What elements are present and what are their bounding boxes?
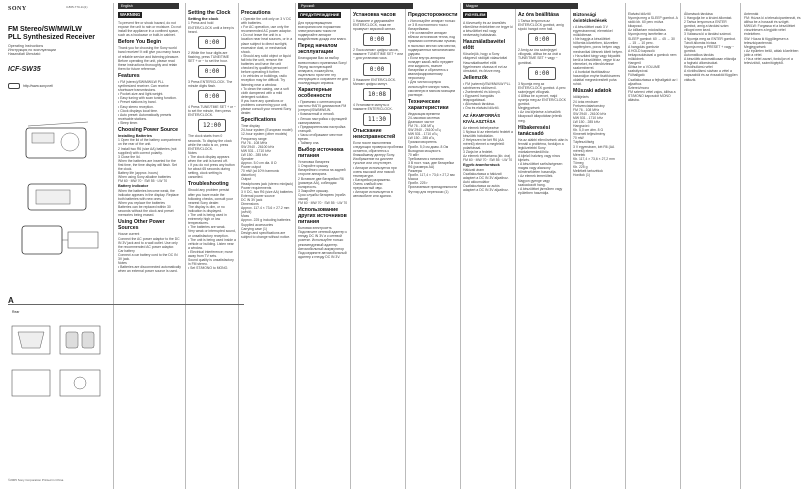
- russian-column-1: [298, 0, 348, 492]
- ru-clock-step-1: 1 Нажмите и удерживайте ENTER/CLOCK, пока не прозвучит звуковой сигнал.: [353, 19, 397, 32]
- lcd-display-7: 10:08: [363, 88, 391, 101]
- before-text: Thank you for choosing the Sony world band receiver! It will give you many hours of reliable service and listening pleasure. Before operating the unit, please read these instructions thoroughly and retain them for future reference.: [118, 46, 182, 71]
- clock-step-2: 2 While the hour digits are flashing, press TUNE/TIME SET + or − to set the hour.: [188, 50, 230, 63]
- ru-warning-text: Для предотвращения возгорания или поражения электрическим током не подвергайте аппарат воздействию дождя или влаги.: [298, 21, 347, 42]
- setting-clock-heading: Setting the Clock: [188, 10, 231, 16]
- ru-troubleshooting-heading: Отыскание неисправностей: [353, 127, 396, 140]
- hu-choosing-text: Az elemek behelyezése 1 Nyissa ki az elemtartó fedelét a készülék hátoldalán. 2 Helyezzen be két R6 (AA méretű) elemet a megfelelő polaritással. 3 Zárja be a fedelet. Az elemek élettartama (kb. óra) FM 60 · MW 70 · SW 55 · LW 70: [463, 125, 513, 163]
- subtitle-line-1: Operating Instructions: [8, 44, 44, 48]
- cover-column: [8, 0, 108, 492]
- radio-front-diagram: [18, 120, 98, 168]
- diagram-a-caption: Rear: [12, 310, 20, 314]
- ru-features-text: • Приемник с синтезатором частоты ФАПЧ диапазонов FM (стерео)/SW/MW/LW. • Компактный и легкий. • Легкая настройка с функцией сканирования. • Предварительная настройка станций. • Часы отображают местное время. • Таймер сна.: [298, 100, 347, 146]
- model-name: ICF-SW35: [8, 66, 41, 74]
- column-divider: [515, 3, 516, 489]
- lcd-display-3: 0:00: [198, 90, 226, 103]
- brand-logo: SONY: [8, 6, 27, 12]
- russian-column-2: [353, 0, 403, 492]
- english-column-1: [118, 0, 182, 492]
- hu-specs-heading: Műszaki adatok: [573, 88, 612, 95]
- ru-precautions-text: • Используйте аппарат только от 3 В постоянного тока с батарейками. • Не оставляйте аппарат вблизи источников тепла, под прямыми солнечными лучами, в пыльных местах или местах, подверженных механическим ударам. • Если внутрь аппарата попадет какой-либо предмет или жидкость, выньте батарейки и обратитесь к квалифицированному персоналу. • Для чистки корпуса используйте мягкую ткань, смоченную в мягком моющем растворе.: [408, 19, 457, 97]
- lcd-display-1: 0:00: [198, 36, 226, 49]
- ru-other-power-text: Бытовая электросеть Подключите сетевой адаптер к гнезду DC IN 3V и к сетевой розетке. Используйте только рекомендуемый адаптер. Автомобильный аккумулятор Подсоедините автомобильный адаптер к гнезду DC IN 3V.: [298, 226, 347, 259]
- sony-icon: [8, 83, 20, 89]
- hu-features-heading: Jellemzők: [463, 74, 488, 81]
- tab-english: English: [118, 3, 179, 9]
- battery-install-diagrams: [8, 318, 108, 428]
- hu-clock-step-2: 2 Amíg az óra számjegyei villognak, állítsa be az órát a TUNE/TIME SET + vagy − gombbal.: [518, 48, 562, 65]
- hu-clock-step-3: 3 Nyomja meg az ENTER/CLOCK gombot. A perc számjegyei villognak. 4 Állítsa be a percet, majd nyomja meg az ENTER/CLOCK gombot. Megjegyzések • Az óra kijelzése a készülék kikapcsolt állapotában jelenik meg.: [518, 81, 567, 123]
- area-a-label: A: [8, 296, 14, 305]
- column-divider: [350, 3, 351, 489]
- column-divider: [238, 3, 239, 489]
- copyright: ©2005 Sony Corporation Printed in China: [8, 478, 64, 482]
- ru-before-heading: Перед началом эксплуатации: [298, 43, 338, 56]
- installing-text: 1 Open the lid of the battery compartment on the rear of the unit. 2 Install two R6 (size AA) batteries (not supplied) with correct polarity. 3 Close the lid. When the batteries are inserted for the first time, the time display will flash. Set the clock. Battery life (approx. hours) When using Sony alkaline batteries FM 60 · MW 70 · SW 55 · LW 70: [118, 138, 181, 184]
- specifications-heading: Specifications: [241, 117, 277, 124]
- tab-magyar: Magyar: [463, 3, 578, 9]
- ru-clock-heading: Установка часов: [353, 12, 396, 18]
- column-divider: [405, 3, 406, 489]
- title-line-2: PLL Synthesized Receiver: [8, 33, 96, 41]
- column-divider: [570, 3, 571, 489]
- installing-heading: Installing Batteries: [118, 133, 152, 138]
- hu-other-power: Egyéb áramforrások: [463, 163, 500, 168]
- column-divider: [460, 3, 461, 489]
- hu-features-text: • FM (sztereó)/SW/MW/LW PLL szintézeres rádióvevő. • Zsebméretű és könnyű. • Egyszerű hangolás letapogatással. • Állomások tárolása. • Óra és elalvási időzítő.: [463, 81, 511, 111]
- lcd-display-9: 0:00: [528, 33, 556, 46]
- clock-step-4: 4 Press TUNE/TIME SET + or − to set the minute, then press ENTER/CLOCK.: [188, 105, 237, 118]
- hu-precautions-heading: Biztonsági óvintézkedések: [573, 12, 607, 23]
- hu-troubleshooting-text: Ha az alábbi ellenőrzések után is fennáll a probléma, forduljon a legközelebbi Sony márkakereskedőhöz. A kijelző halvány vagy nincs kijelzés. • A készüléket szélsőségesen magas vagy alacsony hőmérsékleten használja. • Az elemek lemerültek. Nagyon gyenge vagy szakadozott hang. • A készüléket járműben vagy épületben használja.: [518, 137, 568, 195]
- hu-extra-text-2: Állomások tárolása 1 Hangolja be a kívánt állomást. 2 Tartsa lenyomva a ENTER gombot, amíg a tárolási szám villogni nem kezd. 3 Válassza ki a tárolási számot. 4 Nyomja meg az ENTER gombot. Tárolt állomás hívása Nyomja meg a PRESET + vagy − gombot. Automatikus tárolás A készülék automatikusan eltárolja a fogható állomásokat. Rövidhullámú vétel A rövidhullámú sávban a vétel a napszaktól és az évszaktól függően változik.: [684, 12, 738, 82]
- english-column-2: [188, 0, 236, 492]
- other-power-heading: Using Other Power Sources: [118, 219, 165, 232]
- features-text: • FM (stereo)/SW/MW/LW PLL synthesized receiver. Can receive shortwave transmissions. • Pocket-size and light-weight. • Easy tuning with scan tuning function. • Preset stations by band. • Easy stereo reception. • Clock displays local time. • Auto preset: Automatically presets receivable stations. • Sleep timer.: [118, 79, 177, 125]
- precautions-text: • Operate the unit only on 3 V DC with batteries. • For AC operation, use only the recommended AC power adaptor. • Do not leave the unit in a location near heat sources, or in a place subject to direct sunlight, excessive dust, or mechanical shock. • Should any solid object or liquid fall into the unit, remove the batteries and have the unit checked by qualified personnel before operating it further. • In vehicles or buildings, radio reception may be difficult. Try listening near a window. • To clean the casing, use a soft cloth dampened with a mild detergent solution. If you have any questions or problems concerning your unit, please consult your nearest Sony dealer.: [241, 17, 293, 116]
- before-heading: Before You Begin: [118, 39, 162, 46]
- lcd-display-4: 12:00: [198, 119, 226, 132]
- other-power-text: House current Connect the AC power adaptor to the DC IN 3V jack and to a wall outlet. Use only the recommended AC power adaptor. Car battery Connect a car battery cord to the DC IN 3V jack. Notes • Batteries are disconnected automatically when an external power source is used.: [118, 232, 182, 274]
- hu-specs-text: Időkijelzés 24 órás rendszer Frekvenciatartomány FM 76 - 108 MHz SW 2940 - 26100 kHz MW 531 - 1710 kHz LW 150 - 285 kHz Hangszóró Kb. 5,0 cm átm. 8 Ω Kimeneti teljesítmény 70 mW Tápfeszültség 3 V egyenáram, két R6 (AA méretű) elem Méretek Kb. 117,4 × 73,6 × 27,2 mm Tömeg Kb. 225 g Mellékelt tartozékok Hordtok (1): [573, 95, 615, 178]
- subtitle-line-3: Használati Útmutató: [8, 52, 41, 57]
- column-divider: [113, 3, 114, 489]
- lcd-display-6: 0:00: [363, 63, 391, 76]
- features-heading: Features: [118, 72, 140, 79]
- column-divider: [185, 3, 186, 489]
- ru-other-power-heading: Использование других источников питания: [298, 207, 347, 226]
- lcd-display-2: 0:00: [198, 65, 226, 78]
- column-divider: [740, 3, 741, 489]
- lcd-display-5: 0:00: [363, 33, 391, 46]
- doc-code: 3-865-770-11(1): [66, 5, 88, 9]
- ru-clock-step-3: 3 Нажмите ENTER/CLOCK. Мигают цифры минут.: [353, 77, 398, 86]
- russian-column-3: [408, 0, 458, 492]
- battery-note: Battery indicator: [118, 184, 149, 189]
- hu-troubleshooting-heading: Hibakeresési tanácsadó: [518, 124, 551, 137]
- hu-choosing-heading: AZ ÁRAMFORRÁS KIVÁLASZTÁSA: [463, 112, 500, 124]
- ru-specs-text: Индикация времени 24-часовая система Диапазон частот FM 76 - 108 МГц SW 2940 - 26100 кГц MW 531 - 1710 кГц LW 150 - 285 кГц Громкоговоритель Прибл. 5,0 см диам. 8 Ом Выходная мощность 70 мВт Требования к питанию 3 В пост. тока, две батарейки R6 (размера AA) Размеры Прибл. 117,4 × 73,6 × 27,2 мм Масса Прибл. 225 г Прилагаемые принадлежности Футляр для переноски (1): [408, 111, 457, 194]
- ru-choosing-text: Установка батареек 1 Откройте крышку батарейного отсека на задней стороне аппарата. 2 Вставьте две батарейки R6 (размера AA), соблюдая полярность. 3 Закройте крышку. Срок службы батареек (прибл. часов) FM 60 · MW 70 · SW 55 · LW 70: [298, 160, 348, 206]
- lcd-display-8: 11:30: [363, 113, 391, 126]
- hu-clock-heading: Az óra beállítása: [518, 12, 559, 18]
- ru-precautions-heading: Предосторожности: [408, 12, 458, 18]
- title-line-1: FM Stereo/SW/MW/LW: [8, 26, 82, 33]
- ru-troubleshooting-text: Если после выполнения следующих проверок проблема остается, обратитесь к ближайшему дилеру Sony. Изображение на дисплее тусклое или отсутствует. • Аппарат используется при очень высокой или низкой температуре. • Батарейки разряжены. Очень слабый или прерывистый звук. • Аппарат используется в автомобиле или здании.: [353, 140, 403, 199]
- hu-warning-text: A tűzveszély és az áramütés elkerülése érdekében ne tegye ki a készüléket eső vagy nedvesség hatásának.: [463, 21, 514, 38]
- clock-step-3: 3 Press ENTER/CLOCK. The minute digits flash.: [188, 79, 234, 89]
- column-divider: [680, 3, 681, 489]
- subtitle-line-2: Инструкция по эксплуатации: [8, 48, 56, 53]
- tab-russian: Русский: [298, 3, 413, 9]
- ru-specs-heading: Технические характеристики: [408, 98, 449, 111]
- ru-warning-heading: ПРЕДУПРЕЖДЕНИЕ: [300, 12, 340, 17]
- hungarian-column-3: [573, 0, 623, 492]
- specifications-text: Time display 24-hour system (European model) 12-hour system (other models) Frequency range FM 76 - 108 MHz SW 2940 - 26100 kHz MW 531 - 1710 kHz LW 150 - 285 kHz Speaker Approx. 5.0 cm dia. 8 Ω Power output 70 mW (at 10% harmonic distortion) Output Headphones jack (stereo minijack) Power requirements 3 V DC, two R6 (size AA) batteries External power source DC IN 3V jack Dimensions Approx. 117.4 × 73.6 × 27.2 mm (w/h/d) Mass Approx. 225 g including batteries Supplied accessories Carrying case (1) Design and specifications are subject to change without notice.: [241, 124, 294, 239]
- hungarian-column-5: [684, 0, 738, 492]
- clock-notes: The clock starts from 0 seconds. To display the clock while the radio is on, press ENTER/CLOCK. Notes • The clock display appears when the unit is turned off. • If you do not press any button for about 65 seconds during setting, clock setting is cancelled.: [188, 134, 235, 180]
- ru-features-heading: Характерные особенности: [298, 87, 333, 100]
- battery-note-text: When the batteries become weak, the indicator appears in the display. Replace both batteries with new ones. When you replace the batteries Batteries can be replaced within 30 seconds without the clock and preset memories being erased.: [118, 188, 179, 218]
- hu-precautions-text: • A készüléket csak 3 V egyenárammal, elemekkel működtesse. • Ne hagyja a készüléket hőforrás közelében, közvetlen napfényben, poros helyen vagy mechanikai ütésnek kitett helyen. • Ha szilárd tárgy vagy folyadék kerül a készülékbe, vegye ki az elemeket, és ellenőriztesse szakemberrel. • A burkolat tisztításához használjon enyhe tisztítószeres oldattal megnedvesített puha ruhát.: [573, 25, 623, 87]
- radio-side-diagram: [16, 222, 108, 258]
- troubleshooting-text: Should any problem persist after you have made the following checks, consult your nearest Sony dealer. The display is dim, or no indication is displayed. • The unit is being used in extremely high or low temperatures. • The batteries are weak. Very weak or interrupted sound, or unsatisfactory reception. • The unit is being used inside a vehicle or building. Listen near a window. • Electrical interference; move away from TV sets. Sound quality is unsatisfactory in FM stereo. • Set ST/MONO to MONO.: [188, 188, 236, 271]
- hungarian-column-1: [463, 0, 513, 492]
- ru-choosing-heading: Выбор источника питания: [298, 147, 344, 160]
- hu-other-power-text: Hálózati áram Csatlakoztassa a hálózati adaptert a DC IN 3V aljzathoz. Autó akkumulátor Csatlakoztassa az autós adaptert a DC IN 3V aljzathoz.: [463, 167, 509, 193]
- website-url: http://www.sony.net/: [23, 84, 54, 89]
- hu-extra-text-1: Elalvási időzítő Nyomja meg a SLEEP gombot. A rádió kb. 60 perc múlva kikapcsol. Az időtartam módosítása Nyomja meg ismételten a SLEEP gombot: 60 → 45 → 30 → 15 → 10 perc. A hangolás gombzár A HOLD kapcsoló bekapcsolásával a gombok nem működnek. Hangerő Állítsa be a VOLUME szabályzóval. Fülhallgató Csatlakoztassa a fejhallgatót az i aljzathoz. Sztereó/mono FM sztereó vétel zajos, állítsa a ST/MONO kapcsolót MONO állásba.: [628, 12, 678, 102]
- ru-clock-step-2: 2 Пока мигают цифры часов, нажмите TUNE/TIME SET + или − для установки часа.: [353, 48, 404, 61]
- column-divider: [295, 3, 296, 489]
- column-divider: [625, 3, 626, 489]
- warning-heading: WARNING: [120, 12, 141, 17]
- choosing-heading: Choosing Power Source: [118, 126, 178, 133]
- hu-extra-text-3: Antennák FM: Húzza ki a teleszkópantennát, és állítsa be a hosszát és szögét. MW/LW: Forgassa el a készüléket vízszintesen a legjobb vétel érdekében. SW: Húzza ki függőlegesen a teleszkópantennát. Megjegyzések • Az épületen belül, ablak közelében jobb a vétel. • Ha a vétel zavart, forduljon el a televíziótól, számítógéptől.: [744, 12, 801, 66]
- ru-before-text: Благодарим Вас за выбор всеволнового приемника Sony! Перед эксплуатацией аппарата, пожалуйста, тщательно прочтите эту инструкцию и сохраните ее для последующих справок.: [298, 56, 349, 86]
- ru-clock-step-4: 4 Установите минуты и нажмите ENTER/CLOCK.: [353, 102, 393, 111]
- hu-clock-step-1: 1 Tartsa lenyomva az ENTER/CLOCK gombot, amíg sípoló hangot nem hall.: [518, 19, 565, 32]
- hungarian-column-2: [518, 0, 568, 492]
- hu-before-heading: Használatbavétel előtt: [463, 39, 506, 52]
- warning-text: To prevent fire or shock hazard, do not expose the unit to rain or moisture. Do not install the appliance in a confined space, such as a bookcase or built-in cabinet.: [118, 21, 183, 38]
- website-line: [8, 83, 108, 89]
- hungarian-column-4: [628, 0, 678, 492]
- lcd-display-10: 0:00: [528, 67, 556, 80]
- precautions-heading: Precautions: [241, 10, 271, 16]
- english-column-3: [241, 0, 293, 492]
- setting-clock-sub: Setting the clock: [188, 17, 219, 21]
- hu-before-text: Köszönjük, hogy a Sony világvevő rádióját választotta! Használatbavétel előtt figyelmesen olvassa el ezt az útmutatót, és őrizze meg.: [463, 52, 509, 73]
- troubleshooting-heading: Troubleshooting: [188, 181, 229, 188]
- hungarian-column-6: [744, 0, 802, 492]
- radio-rear-diagram: [20, 178, 100, 216]
- clock-step-1: 1 Press and hold ENTER/CLOCK until a beep is heard.: [188, 21, 235, 34]
- hu-warning-heading: FIGYELEM: [465, 12, 486, 17]
